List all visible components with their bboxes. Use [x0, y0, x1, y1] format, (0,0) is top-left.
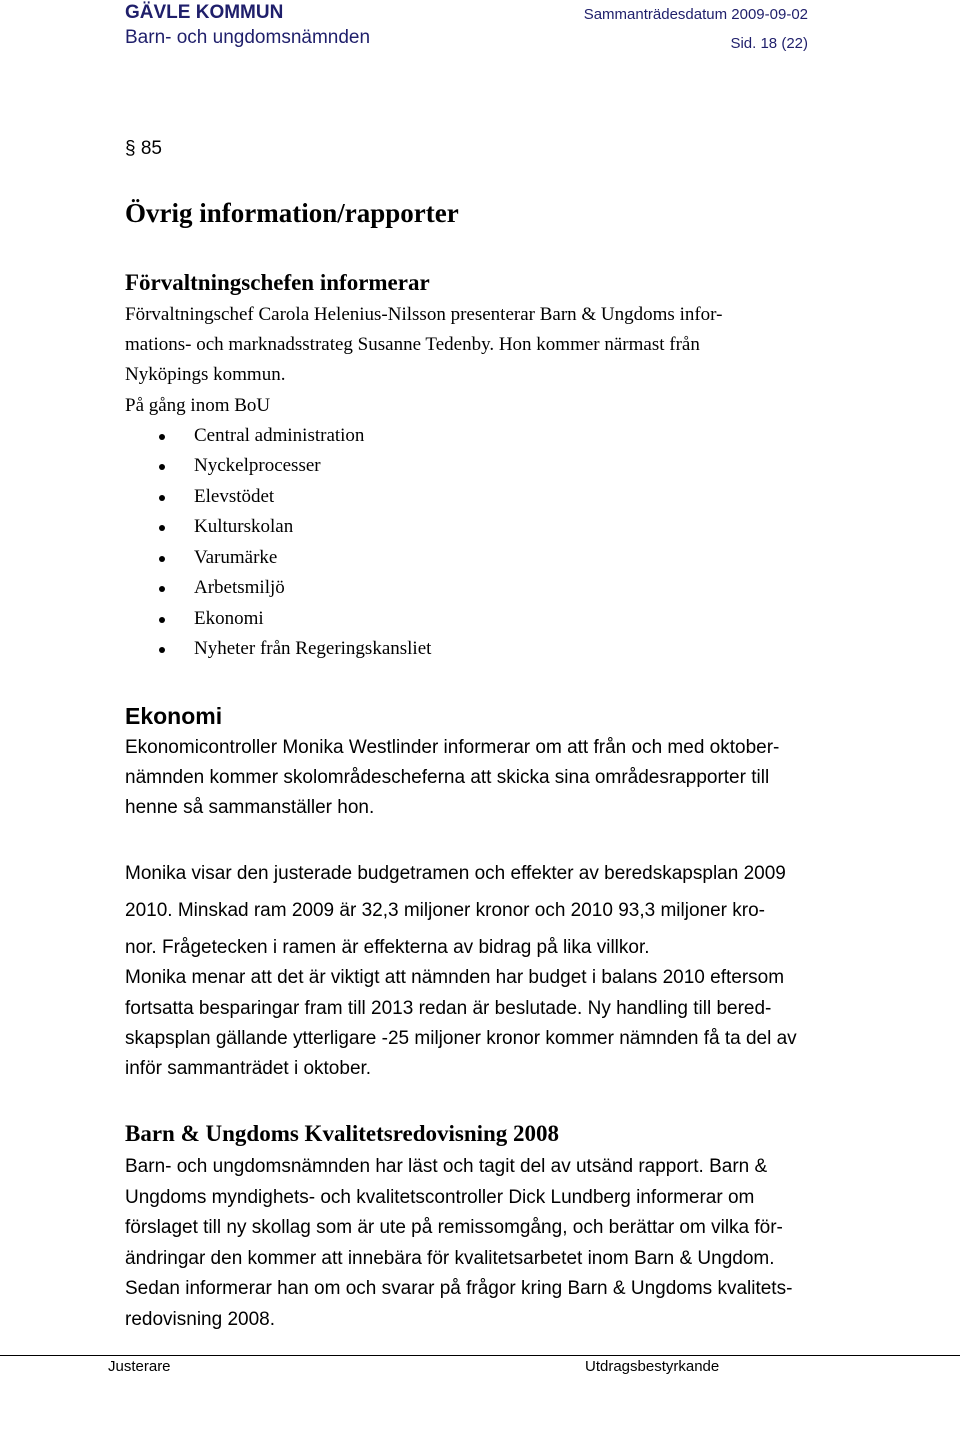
paragraph-line: Ungdoms myndighets- och kvalitetscontroller Dick Lundberg informerar om: [125, 1187, 755, 1208]
list-item: Varumärke: [194, 547, 278, 568]
organization-name: GÄVLE KOMMUN: [125, 2, 284, 23]
paragraph-line: På gång inom BoU: [125, 395, 271, 416]
paragraph-line: Förvaltningschef Carola Helenius-Nilsson presenterar Barn & Ungdoms infor-: [125, 304, 723, 325]
bullet-icon: [159, 586, 165, 592]
paragraph-line: Sedan informerar han om och svarar på frågor kring Barn & Ungdoms kvalitets-: [125, 1278, 793, 1299]
bullet-icon: [159, 617, 165, 623]
paragraph-line: ändringar den kommer att innebära för kvalitetsarbetet inom Barn & Ungdom.: [125, 1248, 775, 1269]
paragraph-line: Monika menar att det är viktigt att nämnden har budget i balans 2010 eftersom: [125, 967, 785, 988]
department-name: Barn- och ungdomsnämnden: [125, 27, 371, 48]
section-heading-kvalitet: Barn & Ungdoms Kvalitetsredovisning 2008: [125, 1121, 560, 1146]
meeting-date: Sammanträdesdatum 2009-09-02: [583, 6, 808, 23]
paragraph-line: Ekonomicontroller Monika Westlinder informerar om att från och med oktober-: [125, 737, 780, 758]
bullet-icon: [159, 495, 165, 501]
bullet-icon: [159, 556, 165, 562]
list-item: Arbetsmiljö: [194, 577, 285, 598]
paragraph-line: nämnden kommer skolområdescheferna att skicka sina områdesrapporter till: [125, 767, 770, 788]
list-item: Nyckelprocesser: [194, 455, 321, 476]
paragraph-line: Barn- och ungdomsnämnden har läst och tagit del av utsänd rapport. Barn &: [125, 1156, 768, 1177]
list-item: Ekonomi: [194, 608, 264, 629]
paragraph-line: Monika visar den justerade budgetramen och effekter av beredskapsplan 2009: [125, 863, 786, 884]
bullet-icon: [159, 647, 165, 653]
paragraph-line: Nyköpings kommun.: [125, 364, 286, 385]
footer-divider: [0, 1355, 960, 1356]
section-heading-ekonomi: Ekonomi: [125, 703, 223, 729]
section-heading-forvaltningschef: Förvaltningschefen informerar: [125, 270, 430, 295]
footer-justerare-label: Justerare: [108, 1358, 171, 1375]
list-item: Nyheter från Regeringskansliet: [194, 638, 432, 659]
bullet-icon: [159, 464, 165, 470]
paragraph-line: 2010. Minskad ram 2009 är 32,3 miljoner kronor och 2010 93,3 miljoner kro-: [125, 900, 765, 921]
footer-utdragsbestyrkande-label: Utdragsbestyrkande: [585, 1358, 720, 1375]
paragraph-line: fortsatta besparingar fram till 2013 redan är beslutade. Ny handling till bered-: [125, 998, 772, 1019]
paragraph-line: förslaget till ny skollag som är ute på remissomgång, och berättar om vilka för-: [125, 1217, 783, 1238]
paragraph-line: skapsplan gällande ytterligare -25 miljoner kronor kommer nämnden få ta del av: [125, 1028, 797, 1049]
bullet-icon: [159, 525, 165, 531]
list-item: Central administration: [194, 425, 365, 446]
paragraph-line: henne så sammanställer hon.: [125, 797, 375, 818]
page-number: Sid. 18 (22): [730, 35, 808, 52]
paragraph-line: inför sammanträdet i oktober.: [125, 1058, 372, 1079]
list-item: Elevstödet: [194, 486, 275, 507]
list-item: Kulturskolan: [194, 516, 294, 537]
paragraph-line: mations- och marknadsstrateg Susanne Tedenby. Hon kommer närmast från: [125, 334, 700, 355]
paragraph-number: § 85: [125, 138, 162, 159]
paragraph-line: redovisning 2008.: [125, 1309, 275, 1330]
page-title: Övrig information/rapporter: [125, 198, 459, 228]
paragraph-line: nor. Frågetecken i ramen är effekterna av bidrag på lika villkor.: [125, 937, 650, 958]
bullet-icon: [159, 434, 165, 440]
